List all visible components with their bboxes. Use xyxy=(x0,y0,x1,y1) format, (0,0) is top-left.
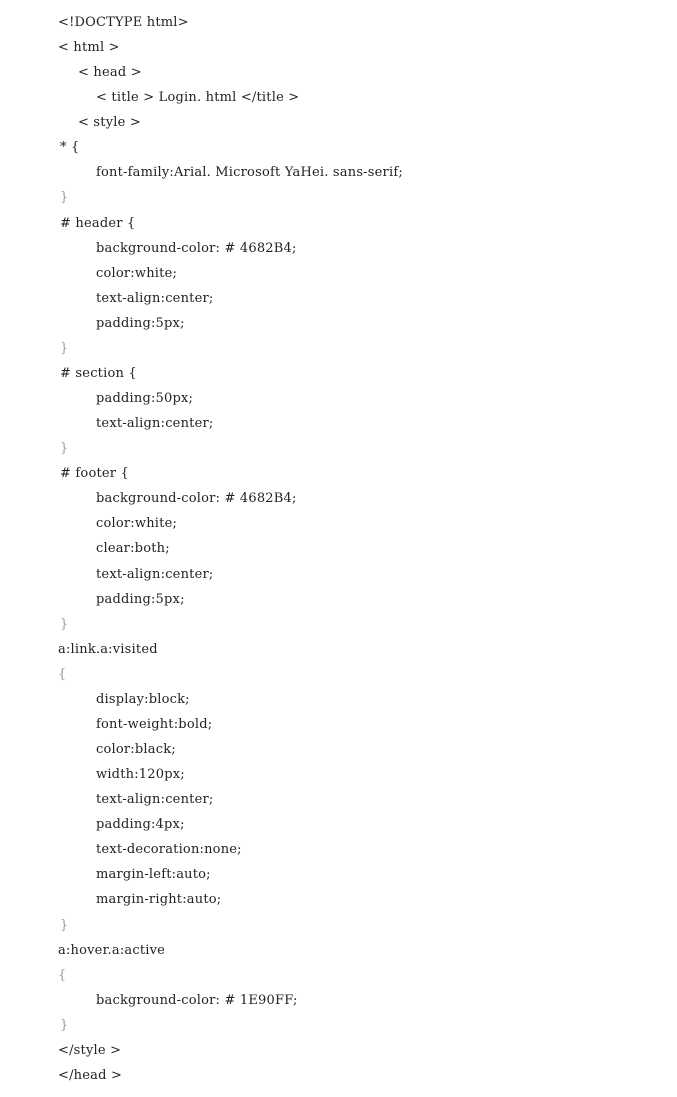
code-line: margin-right:auto; xyxy=(96,892,222,908)
code-line: padding:5px; xyxy=(96,591,185,607)
code-line: background-color: # 4682B4; xyxy=(96,240,297,256)
code-line: { xyxy=(58,666,67,682)
code-line: color:white; xyxy=(96,516,178,532)
code-line: </style > xyxy=(58,1042,122,1058)
code-line: display:block; xyxy=(96,691,190,707)
code-line: background-color: # 4682B4; xyxy=(96,491,297,507)
code-line: font-family:Arial. Microsoft YaHei. sans-serif; xyxy=(96,165,403,181)
code-line: font-weight:bold; xyxy=(96,716,213,732)
code-line: text-decoration:none; xyxy=(96,842,242,858)
code-line: # footer { xyxy=(60,466,130,482)
code-line: color:black; xyxy=(96,742,176,758)
code-line: } xyxy=(60,190,69,206)
code-line: } xyxy=(60,917,69,933)
code-line: text-align:center; xyxy=(96,290,214,306)
code-line: } xyxy=(60,340,69,356)
code-line: # section { xyxy=(60,365,137,381)
code-line: a:link.a:visited xyxy=(58,641,158,657)
code-line: a:hover.a:active xyxy=(58,942,166,958)
code-line: margin-left:auto; xyxy=(96,867,211,883)
code-line: } xyxy=(60,1017,69,1033)
code-line: < html > xyxy=(58,40,120,56)
code-line: { xyxy=(58,967,67,983)
code-line: padding:4px; xyxy=(96,817,185,833)
code-line: clear:both; xyxy=(96,541,170,557)
code-line: <!DOCTYPE html> xyxy=(58,15,189,30)
code-line: < title > Login. html </title > xyxy=(96,90,300,106)
code-line: padding:5px; xyxy=(96,315,185,331)
code-line: # header { xyxy=(60,215,136,231)
code-line: </head > xyxy=(58,1067,123,1083)
code-line: text-align:center; xyxy=(96,566,214,582)
code-line: background-color: # 1E90FF; xyxy=(96,992,298,1008)
code-line: color:white; xyxy=(96,265,178,281)
code-line: text-align:center; xyxy=(96,792,214,808)
code-line: width:120px; xyxy=(96,767,185,783)
code-line: } xyxy=(60,616,69,632)
code-line: * { xyxy=(60,140,80,156)
code-line: text-align:center; xyxy=(96,416,214,432)
code-line: padding:50px; xyxy=(96,391,194,407)
code-line: < style > xyxy=(78,115,141,131)
code-line: < head > xyxy=(78,65,142,81)
code-line: } xyxy=(60,441,69,457)
